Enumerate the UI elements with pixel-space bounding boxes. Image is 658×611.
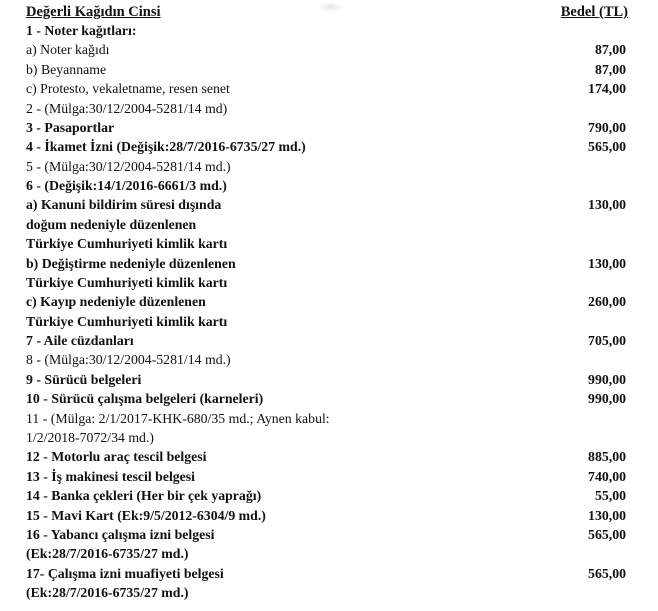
row-fee-value: 260,00 <box>588 294 626 310</box>
row-label: 3 - Pasaportlar <box>26 119 115 135</box>
table-row <box>0 487 658 504</box>
row-fee-value: 55,00 <box>594 488 626 504</box>
table-row <box>0 80 658 97</box>
row-label: 8 - (Mülga:30/12/2004-5281/14 md.) <box>26 352 231 368</box>
row-label: b) Beyanname <box>26 61 107 77</box>
table-row <box>0 22 658 39</box>
row-fee-value: 130,00 <box>588 255 626 271</box>
table-row <box>0 41 658 58</box>
row-label: 16 - Yabancı çalışma izni belgesi <box>26 526 215 542</box>
row-fee-value: 885,00 <box>588 449 626 465</box>
row-label: 1/2/2018-7072/34 md.) <box>26 429 154 445</box>
row-label: 13 - İş makinesi tescil belgesi <box>26 468 196 484</box>
row-label: doğum nedeniyle düzenlenen <box>26 216 197 232</box>
row-label: 10 - Sürücü çalışma belgeleri (karneleri) <box>26 391 264 407</box>
table-row <box>0 61 658 78</box>
row-label: 7 - Aile cüzdanları <box>26 333 134 349</box>
table-row <box>0 565 658 582</box>
row-label: 14 - Banka çekleri (Her bir çek yaprağı) <box>26 488 262 504</box>
table-row <box>0 584 658 601</box>
column-header-fee: Bedel (TL) <box>560 4 628 20</box>
row-label: 2 - (Mülga:30/12/2004-5281/14 md) <box>26 100 228 116</box>
row-label: b) Değiştirme nedeniyle düzenlenen <box>26 255 236 271</box>
row-fee-value: 87,00 <box>594 61 626 77</box>
row-label: a) Kanuni bildirim süresi dışında <box>26 197 222 213</box>
row-label: 1 - Noter kağıtları: <box>26 23 137 38</box>
row-fee-value: 990,00 <box>588 391 626 407</box>
row-label: 11 - (Mülga: 2/1/2017-KHK-680/35 md.; Aynen kabul: <box>26 410 330 426</box>
table-row <box>0 100 658 117</box>
table-row <box>0 255 658 272</box>
row-label: 5 - (Mülga:30/12/2004-5281/14 md.) <box>26 158 231 174</box>
table-row <box>0 138 658 155</box>
row-label: (Ek:28/7/2016-6735/27 md.) <box>26 585 189 601</box>
table-row <box>0 410 658 427</box>
row-fee-value: 740,00 <box>588 468 626 484</box>
table-row <box>0 177 658 194</box>
table-row <box>0 119 658 136</box>
row-label: c) Kayıp nedeniyle düzenlenen <box>26 294 206 310</box>
row-label: Türkiye Cumhuriyeti kimlik kartı <box>26 274 228 290</box>
table-row <box>0 429 658 446</box>
table-row <box>0 196 658 213</box>
table-row <box>0 351 658 368</box>
scan-smudge <box>318 2 344 12</box>
table-row <box>0 371 658 388</box>
row-fee-value: 565,00 <box>588 565 626 581</box>
row-fee-value: 790,00 <box>588 119 626 135</box>
row-fee-value: 130,00 <box>588 507 626 523</box>
row-label: Türkiye Cumhuriyeti kimlik kartı <box>26 313 228 329</box>
table-row <box>0 545 658 562</box>
table-row <box>0 274 658 291</box>
row-label: c) Protesto, vekaletname, resen senet <box>26 81 230 97</box>
row-label: a) Noter kağıdı <box>26 42 110 58</box>
table-row <box>0 158 658 175</box>
row-label: 15 - Mavi Kart (Ek:9/5/2012-6304/9 md.) <box>26 507 266 523</box>
row-fee-value: 705,00 <box>588 333 626 349</box>
table-row <box>0 216 658 233</box>
row-fee-value: 565,00 <box>588 139 626 155</box>
row-label: Türkiye Cumhuriyeti kimlik kartı <box>26 236 228 252</box>
table-row <box>0 313 658 330</box>
row-fee-value: 87,00 <box>594 42 626 58</box>
row-label: 12 - Motorlu araç tescil belgesi <box>26 449 207 465</box>
table-row <box>0 507 658 524</box>
row-fee-value: 990,00 <box>588 371 626 387</box>
row-label: (Ek:28/7/2016-6735/27 md.) <box>26 546 189 562</box>
row-fee-value: 130,00 <box>588 197 626 213</box>
table-row <box>0 235 658 252</box>
row-label: 9 - Sürücü belgeleri <box>26 371 142 387</box>
table-row <box>0 332 658 349</box>
row-label: 4 - İkamet İzni (Değişik:28/7/2016-6735/27 md.) <box>26 139 306 155</box>
table-row <box>0 448 658 465</box>
table-row <box>0 293 658 310</box>
row-fee-value: 174,00 <box>588 81 626 97</box>
table-row <box>0 390 658 407</box>
row-label: 17- Çalışma izni muafiyeti belgesi <box>26 565 224 581</box>
row-fee-value: 565,00 <box>588 526 626 542</box>
column-header-document-type: Değerli Kağıdın Cinsi <box>26 4 161 20</box>
row-label: 6 - (Değişik:14/1/2016-6661/3 md.) <box>26 178 227 194</box>
table-row <box>0 468 658 485</box>
table-row <box>0 526 658 543</box>
